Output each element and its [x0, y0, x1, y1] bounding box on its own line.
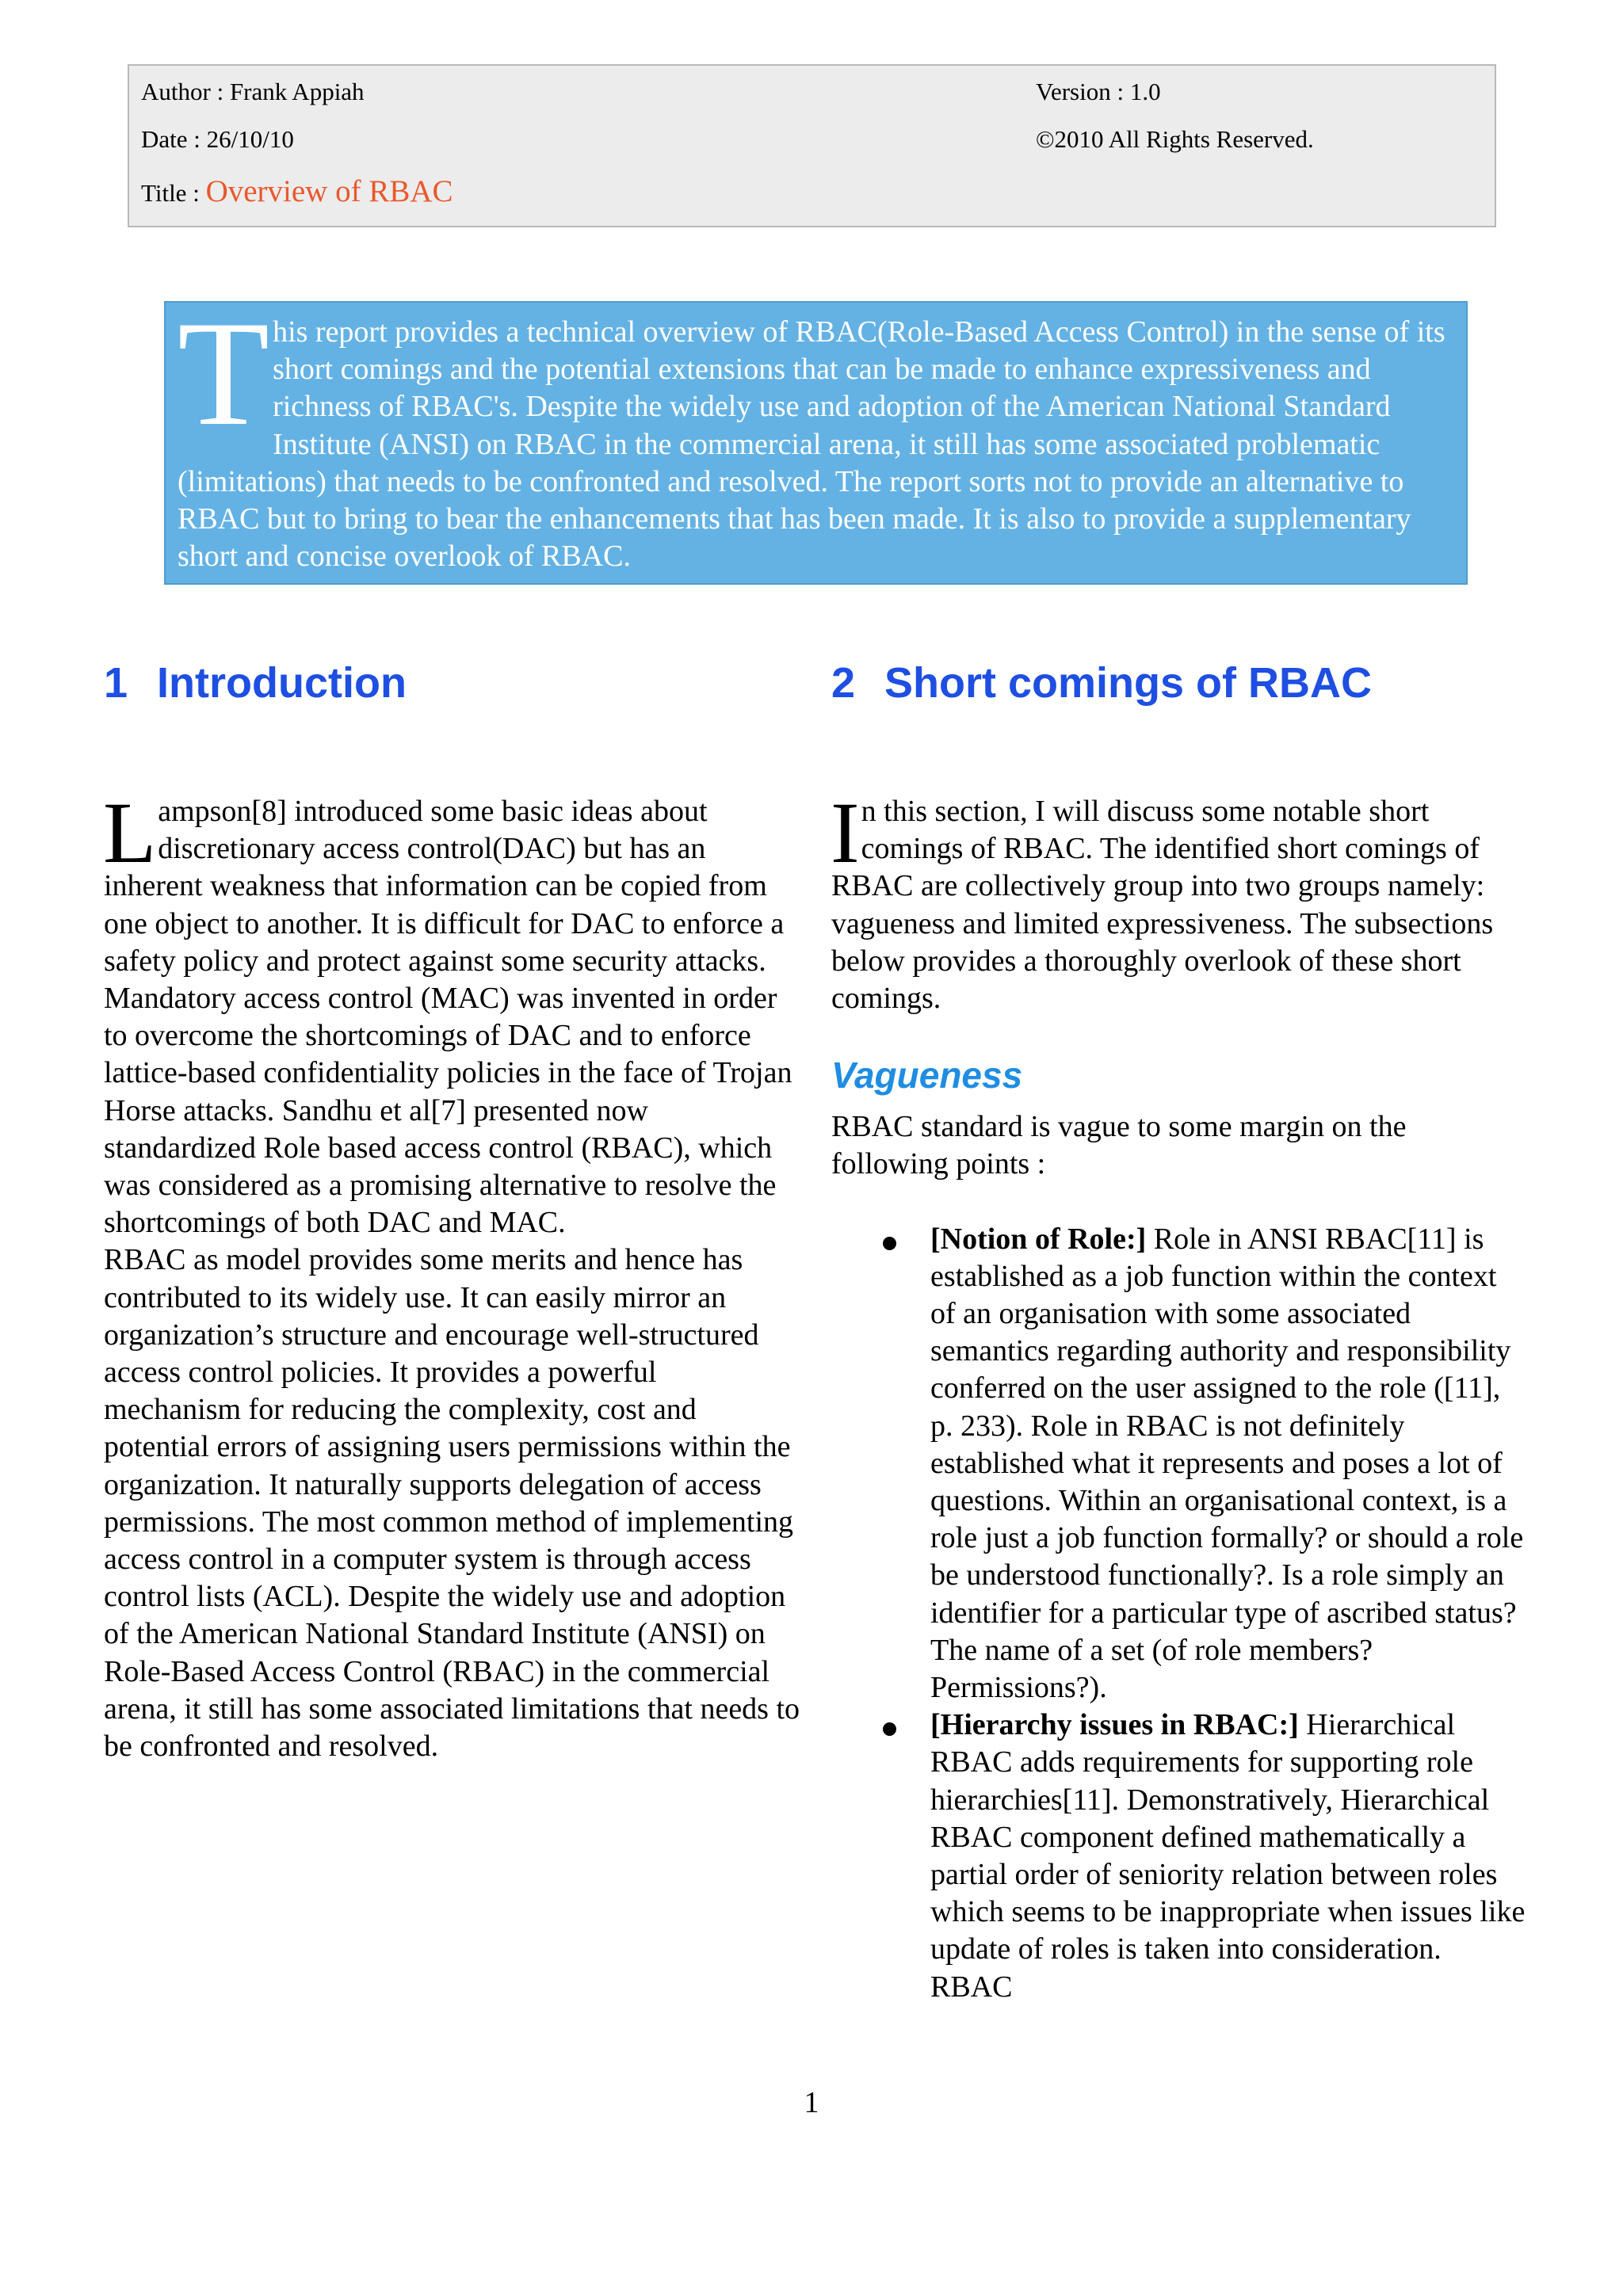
- document-header: [128, 64, 1496, 227]
- vagueness-intro: RBAC standard is vague to some margin on the following points :: [831, 1110, 1407, 1181]
- bullet-icon: [883, 1237, 896, 1250]
- author-name: Frank Appiah: [229, 78, 365, 105]
- section-heading-introduction: [104, 658, 801, 708]
- shortcomings-dropcap: I: [831, 784, 860, 881]
- bullet-icon: [883, 1722, 896, 1736]
- date-line: Date : 26/10/10: [141, 125, 294, 153]
- shortcomings-body: [831, 784, 1529, 2006]
- bullet-term: [Hierarchy issues in RBAC:]: [930, 1708, 1299, 1742]
- section-title: Introduction: [157, 659, 407, 707]
- document-date: 26/10/10: [206, 125, 294, 153]
- shortcomings-paragraph-1: In this section, I will discuss some notable short comings of RBAC. The identified short comings of RBAC are collectively group into two groups namely: vagueness and limited expressiveness. The subsections below provides a thoroughly overlook of these short comings.: [831, 784, 1494, 1016]
- bullet-term: [Notion of Role:]: [930, 1222, 1147, 1256]
- bullet-text: Role in ANSI RBAC[11] is established as a job function within the context of an organisation with some associated semantics regarding authority and responsibility conferred on the user assigned to the role ([11], p. 233). Role in RBAC is not definitely established what it represents and poses a lot of questions. Within an organisational context, is a role just a job function formally? or should a role be understood functionally?. Is a role simply an identifier for a particular type of ascribed status? The name of a set (of role members? Permissions?).: [930, 1222, 1524, 1705]
- right-column: [831, 658, 1529, 2006]
- section-heading-shortcomings: [831, 658, 1529, 708]
- document-title: Overview of RBAC: [205, 174, 453, 208]
- version-line: Version : 1.0: [1036, 78, 1161, 105]
- list-item: [831, 1221, 1529, 1707]
- section-number: 1: [104, 659, 128, 707]
- bullet-text: Hierarchical RBAC adds requirements for supporting role hierarchies[11]. Demonstratively, Hierarchical RBAC component defined mathematically a partial order of seniority relation between roles which seems to be inappropriate when issues like update of roles is taken into consideration. RBAC: [930, 1708, 1526, 2004]
- introduction-paragraph-1: Lampson[8] introduced some basic ideas about discretionary access control(DAC) but has an inherent weakness that information can be copied from one object to another. It is difficult for DAC to enforce a safety policy and protect against some security attacks. Mandatory access control (MAC) was invented in order to overcome the shortcomings of DAC and to enforce lattice-based confidentiality policies in the face of Trojan Horse attacks. Sandhu et al[7] presented now standardized Role based access control (RBAC), which was considered as a promising alternative to resolve the shortcomings of both DAC and MAC.: [103, 784, 792, 1240]
- copyright-notice: ©2010 All Rights Reserved.: [1036, 125, 1314, 153]
- introduction-dropcap: L: [103, 784, 157, 881]
- abstract-text: his report provides a technical overview of RBAC(Role-Based Access Control) in the sense of its short comings and the potential extensions that can be made to enhance expressiveness and richness of RBAC's. Despite the widely use and adoption of the American National Standard Institute (ANSI) on RBAC in the commercial arena, it still has some associated problematic (limitations) that needs to be confronted and resolved. The report sorts not to provide an alternative to RBAC but to bring to bear the enhancements that has been made. It is also to provide a supplementary short and concise overlook of RBAC.: [178, 315, 1445, 574]
- vagueness-bullet-list: [831, 1221, 1529, 2006]
- page-number: 1: [804, 2086, 819, 2119]
- list-item: [831, 1707, 1529, 2006]
- subsection-heading-vagueness: Vagueness: [831, 1055, 1023, 1097]
- version-number: 1.0: [1129, 78, 1161, 105]
- introduction-paragraph-2: RBAC as model provides some merits and hence has contributed to its widely use. It can easily mirror an organization’s structure and encourage well-structured access control policies. It provides a powerful mechanism for reducing the complexity, cost and potential errors of assigning users permissions within the organization. It naturally supports delegation of access permissions. The most common method of implementing access control in a computer system is through access control lists (ACL). Despite the widely use and adoption of the American National Standard Institute (ANSI) on Role-Based Access Control (RBAC) in the commercial arena, it still has some associated limitations that needs to be confronted and resolved.: [104, 1243, 800, 1764]
- introduction-body: [103, 784, 801, 1765]
- title-line: Title : Overview of RBAC: [141, 174, 453, 208]
- abstract-box: [164, 291, 1468, 585]
- abstract-dropcap: T: [178, 291, 270, 457]
- left-column: [104, 658, 801, 1765]
- section-number: 2: [831, 659, 856, 707]
- author-line: Author : Frank Appiah: [141, 78, 365, 105]
- section-title: Short comings of RBAC: [884, 659, 1372, 707]
